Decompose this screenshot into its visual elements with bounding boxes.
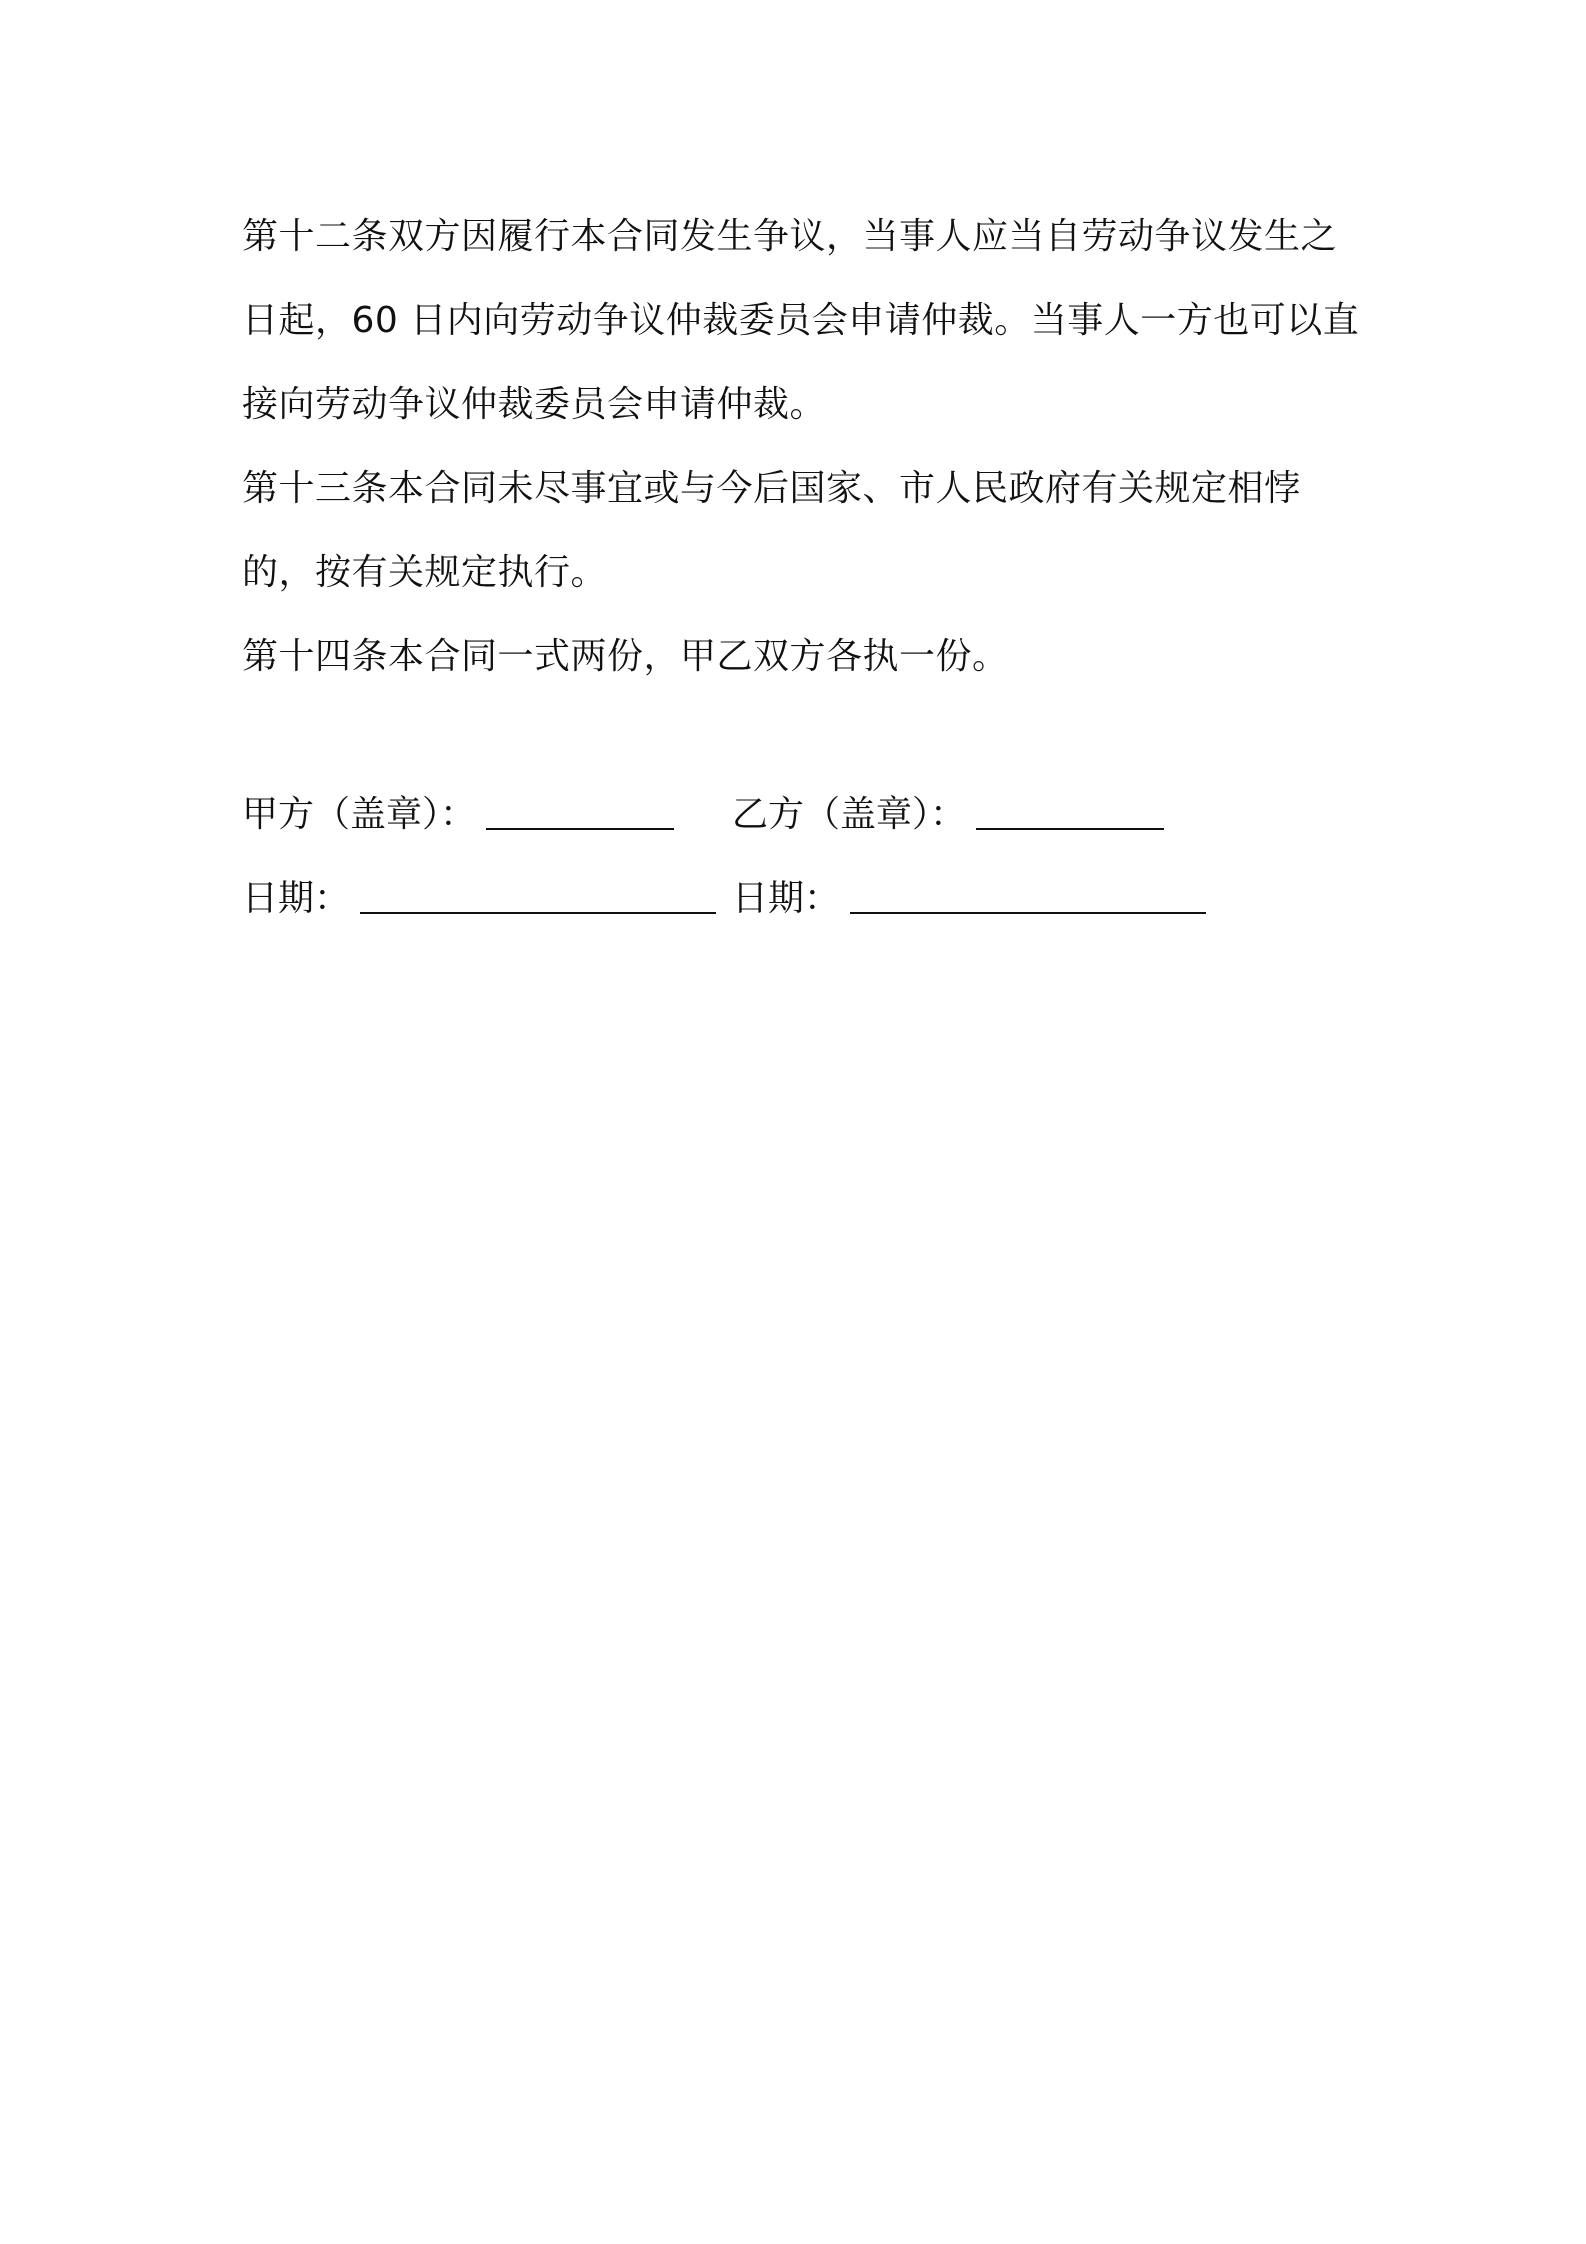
- clause-14: 第十四条本合同一式两份，甲乙双方各执一份。: [242, 636, 1009, 677]
- clause-12: 第十二条双方因履行本合同发生争议，当事人应当自劳动争议发生之日起，60 日内向劳动争议仲裁委员会申请仲裁。当事人一方也可以直接向劳动争议仲裁委员会申请仲裁。: [242, 216, 1360, 425]
- party-a-date-blank: [360, 911, 716, 914]
- party-b-date: [732, 857, 1206, 941]
- party-b-date-blank: [850, 911, 1206, 914]
- party-a-seal-blank: [486, 827, 674, 830]
- party-b-date-label: 日期：: [732, 878, 841, 919]
- signature-block: [242, 773, 1372, 941]
- seal-row: [242, 773, 1372, 857]
- party-b-seal: [732, 773, 1164, 857]
- party-a-date: [242, 857, 716, 941]
- party-a-seal: [242, 773, 674, 857]
- date-row: [242, 857, 1372, 941]
- party-a-seal-label: 甲方（盖章）：: [242, 794, 477, 835]
- clause-13: 第十三条本合同未尽事宜或与今后国家、市人民政府有关规定相悖的，按有关规定执行。: [242, 468, 1301, 593]
- party-b-seal-label: 乙方（盖章）：: [732, 794, 967, 835]
- party-b-seal-blank: [976, 827, 1164, 830]
- party-a-date-label: 日期：: [242, 878, 351, 919]
- contract-body: [242, 195, 1372, 699]
